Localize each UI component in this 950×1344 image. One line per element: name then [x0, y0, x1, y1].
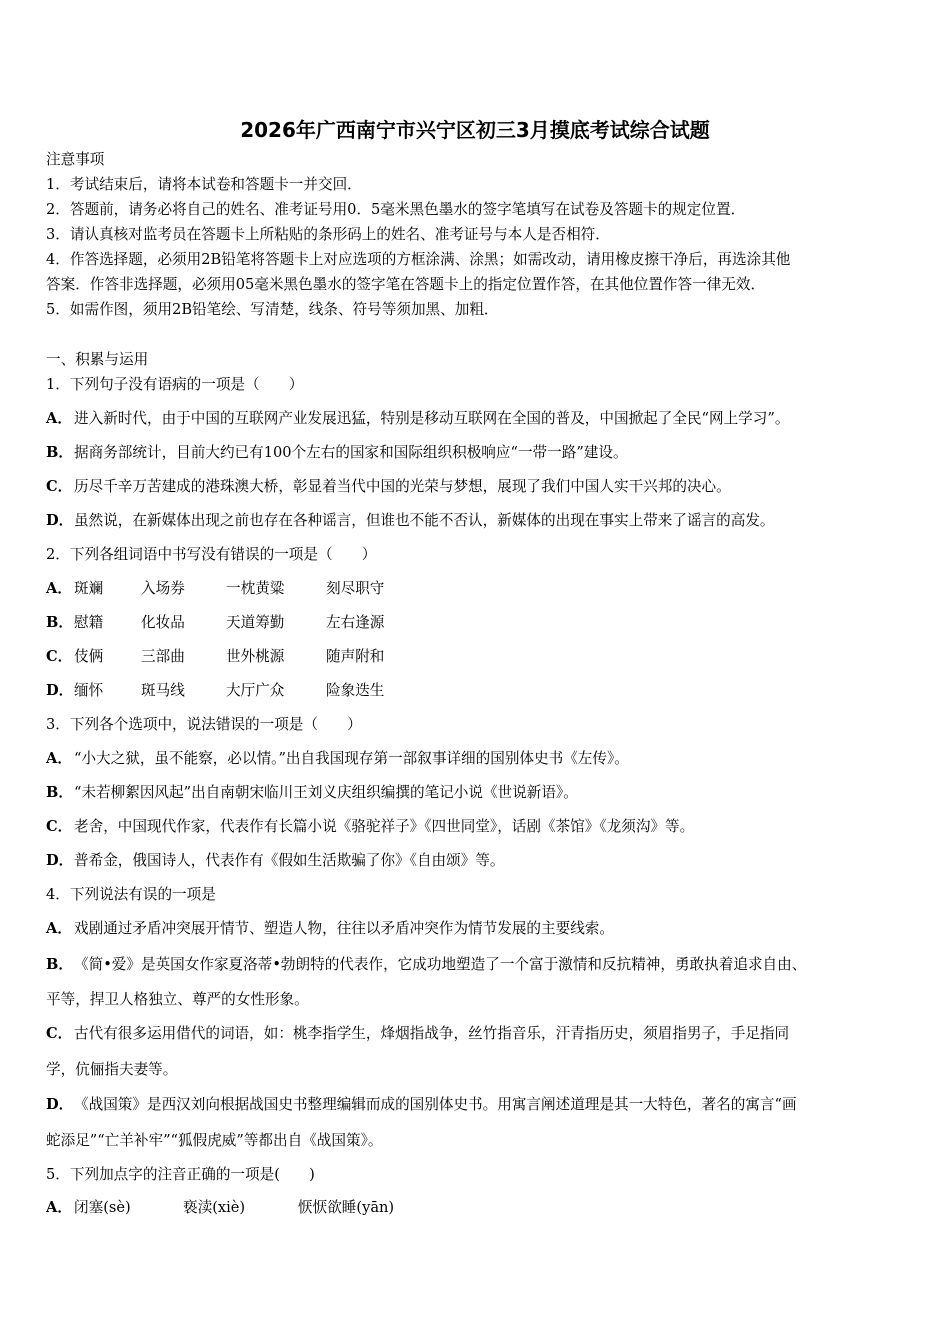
- q4-option-b: [46, 955, 806, 975]
- word: 恹恹欲睡(yān): [298, 1199, 395, 1216]
- option-label: C．: [46, 818, 73, 835]
- option-text: 《简•爱》是英国女作家夏洛蒂•勃朗特的代表作，它成功地塑造了一个富于激情和反抗精神，勇敢执着追求自由、: [74, 956, 807, 973]
- q3-option-b: [46, 783, 578, 803]
- notice-item: 答案．作答非选择题，必须用05毫米黑色墨水的签字笔在答题卡上的指定位置作答，在其他位置作答一律无效．: [46, 276, 766, 293]
- q1-option-c: [46, 477, 731, 497]
- q5-option-a: [46, 1198, 74, 1218]
- page-title: 2026年广西南宁市兴宁区初三3月摸底考试综合试题: [240, 118, 710, 142]
- option-label: D．: [46, 852, 74, 869]
- word: 左右逢源: [326, 614, 385, 631]
- option-text: 据商务部统计，目前大约已有100个左右的国家和国际组织积极响应“一带一路”建设。: [74, 444, 628, 461]
- option-text-continued: 平等，捍卫人格独立、尊严的女性形象。: [46, 991, 309, 1008]
- q3-option-d: [46, 851, 505, 871]
- word: 闭塞(sè): [74, 1199, 131, 1216]
- q3-option-c: [46, 817, 694, 837]
- notice-item: 3．请认真核对监考员在答题卡上所粘贴的条形码上的姓名、准考证号与本人是否相符．: [46, 226, 610, 243]
- option-text-continued: 学，伉俪指夫妻等。: [46, 1061, 178, 1078]
- word: 斑马线: [141, 682, 185, 699]
- word: 天道筹勤: [226, 614, 285, 631]
- notice-item: 2．答题前，请务必将自己的姓名、准考证号用0．5毫米黑色墨水的签字笔填写在试卷及答题卡的规定位置．: [46, 201, 746, 218]
- option-text: 进入新时代，由于中国的互联网产业发展迅猛，特别是移动互联网在全国的普及，中国掀起了全民“网上学习”。: [74, 410, 790, 427]
- word: 三部曲: [141, 648, 185, 665]
- option-label: B．: [46, 956, 73, 973]
- word: 慰籍: [74, 614, 104, 631]
- word: 世外桃源: [226, 648, 285, 665]
- option-label: A．: [46, 1199, 72, 1216]
- word: 化妆品: [141, 614, 185, 631]
- option-label: B．: [46, 614, 73, 631]
- q2-option-c: [46, 647, 74, 667]
- word: 刻尽职守: [326, 580, 385, 597]
- option-label: A．: [46, 920, 72, 937]
- q1-option-d: [46, 511, 775, 531]
- word: 大厅广众: [226, 682, 285, 699]
- option-text: 虽然说，在新媒体出现之前也存在各种谣言，但谁也不能不否认，新媒体的出现在事实上带来了谣言的高发。: [74, 512, 775, 529]
- word: 亵渎(xiè): [183, 1199, 246, 1216]
- option-label: D．: [46, 1096, 74, 1113]
- option-text: “小大之狱，虽不能察，必以情。”出自我国现存第一部叙事详细的国别体史书《左传》。: [74, 750, 629, 767]
- question-stem-2: 2．下列各组词语中书写没有错误的一项是（ ）: [46, 546, 377, 563]
- option-label: C．: [46, 648, 73, 665]
- option-text: 历尽千辛万苦建成的港珠澳大桥，彰显着当代中国的光荣与梦想，展现了我们中国人实干兴邦的决心。: [74, 478, 731, 495]
- option-label: A．: [46, 580, 72, 597]
- notice-item: 4．作答选择题，必须用2B铅笔将答题卡上对应选项的方框涂满、涂黑；如需改动，请用橡皮擦干净后，再选涂其他: [46, 251, 791, 268]
- word: 随声附和: [326, 648, 385, 665]
- q3-option-a: [46, 749, 629, 769]
- q4-option-c: [46, 1024, 789, 1044]
- option-label: D．: [46, 512, 74, 529]
- option-text-continued: 蛇添足”“亡羊补牢”“狐假虎威”等都出自《战国策》。: [46, 1132, 383, 1149]
- notice-heading: 注意事项: [46, 151, 105, 168]
- option-text: 《战国策》是西汉刘向根据战国史书整理编辑而成的国别体史书。用寓言阐述道理是其一大特色，著名的寓言“画: [74, 1096, 797, 1113]
- option-label: B．: [46, 784, 73, 801]
- q2-option-a: [46, 579, 74, 599]
- section-heading: 一、积累与运用: [46, 351, 149, 368]
- word: 伎俩: [74, 648, 104, 665]
- option-text: “未若柳絮因风起”出自南朝宋临川王刘义庆组织编撰的笔记小说《世说新语》。: [74, 784, 578, 801]
- option-text: 老舍，中国现代作家，代表作有长篇小说《骆驼祥子》《四世同堂》，话剧《茶馆》《龙须沟》等。: [74, 818, 695, 835]
- word: 斑斓: [74, 580, 104, 597]
- q4-option-d: [46, 1095, 797, 1115]
- question-stem-4: 4．下列说法有误的一项是: [46, 886, 216, 903]
- q2-option-d: [46, 681, 74, 701]
- question-stem-5: 5．下列加点字的注音正确的一项是( ): [46, 1166, 315, 1183]
- word: 一枕黄粱: [226, 580, 285, 597]
- option-text: 普希金，俄国诗人，代表作有《假如生活欺骗了你》《自由颂》等。: [74, 852, 505, 869]
- question-stem-3: 3．下列各个选项中，说法错误的一项是（ ）: [46, 716, 362, 733]
- option-label: C．: [46, 1025, 73, 1042]
- option-label: D．: [46, 682, 74, 699]
- q4-option-a: [46, 919, 614, 939]
- option-text: 古代有很多运用借代的词语，如：桃李指学生，烽烟指战争，丝竹指音乐，汗青指历史，须眉指男子，手足指同: [74, 1025, 790, 1042]
- option-label: A．: [46, 410, 72, 427]
- word: 缅怀: [74, 682, 104, 699]
- q1-option-b: [46, 443, 628, 463]
- word: 险象迭生: [326, 682, 385, 699]
- notice-item: 5．如需作图，须用2B铅笔绘、写清楚，线条、符号等须加黑、加粗．: [46, 301, 499, 318]
- question-stem-1: 1．下列句子没有语病的一项是（ ）: [46, 376, 304, 393]
- word: 入场券: [141, 580, 185, 597]
- q1-option-a: [46, 409, 789, 429]
- option-label: A．: [46, 750, 72, 767]
- notice-item: 1．考试结束后，请将本试卷和答题卡一并交回．: [46, 176, 362, 193]
- option-label: B．: [46, 444, 73, 461]
- option-label: C．: [46, 478, 73, 495]
- q2-option-b: [46, 613, 74, 633]
- option-text: 戏剧通过矛盾冲突展开情节、塑造人物，往往以矛盾冲突作为情节发展的主要线索。: [74, 920, 614, 937]
